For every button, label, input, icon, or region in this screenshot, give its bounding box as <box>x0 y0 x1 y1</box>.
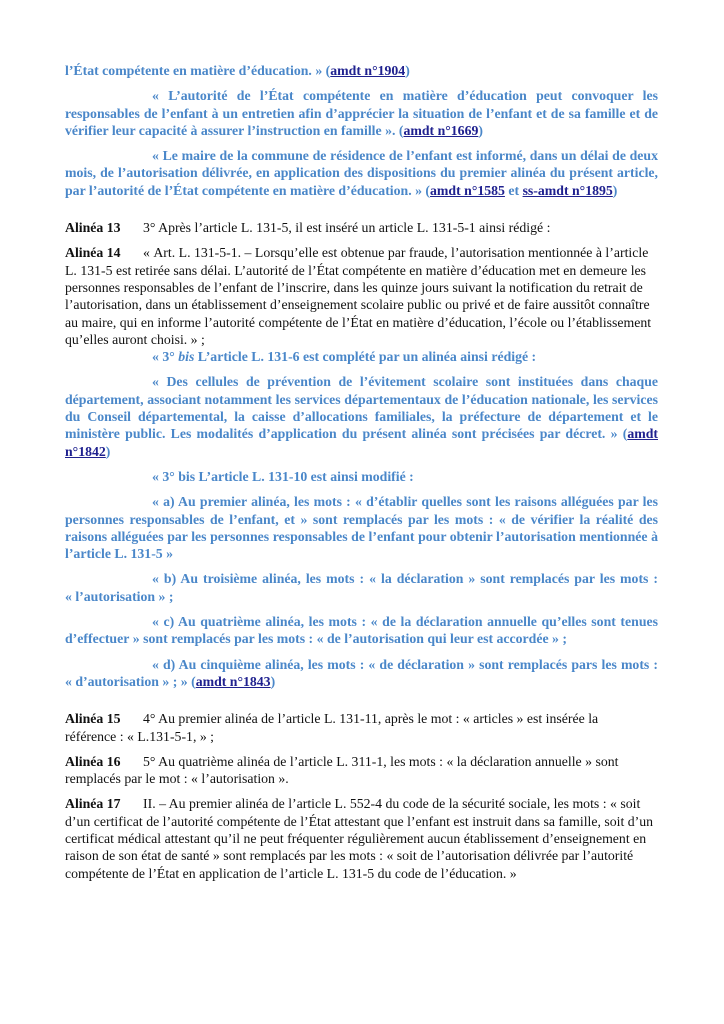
alinea-label: Alinéa 13 <box>65 220 121 236</box>
alinea-17 <box>65 795 658 881</box>
modification-c <box>65 613 658 648</box>
authority-convocation-paragraph <box>65 87 658 139</box>
document-body <box>65 62 658 882</box>
text-run: « Le maire de la commune de résidence de l’enfant est informé, dans un délai de deux mois, de l’autorisation délivrée, en application des dispositions du premier alinéa du présent article, par l’autorité de l’État compétente en matière d’éducation. » ( <box>65 148 658 198</box>
text-run: 4° Au premier alinéa de l’article L. 131-11, après le mot : « articles » est insérée la référence : « L.131-5-1, » ; <box>65 711 599 744</box>
amendment-link[interactable]: amdt n°1904 <box>330 63 406 78</box>
alinea-label: Alinéa 16 <box>65 753 121 769</box>
text-run: « c) Au quatrième alinéa, les mots : « de la déclaration annuelle qu’elles sont tenues d’effectuer » sont remplacés par les mots : « de l’autorisation qui leur est accordée » ; <box>65 614 658 647</box>
text-run: ) <box>105 443 111 459</box>
text-run: ) <box>478 122 483 138</box>
modification-d <box>65 656 658 691</box>
text-run: « Art. L. 131-5-1. – Lorsqu’elle est obtenue par fraude, l’autorisation mentionnée à l’article L. 131-5 est retirée sans délai. L’autorité de l’État compétente en matière d’éducation met en demeure les personnes responsables de l’enfant de l’inscrire, dans les quinze jours suivant la notification du retrait de l’autorisation, dans un établissement d’enseignement scolaire public ou privé et de faire aussitôt connaître au maire, qui en informe l’autorité compétente de l’État en matière d’éducation, l’école ou l’établissement qu’elles auront choisi. » ; <box>65 245 652 347</box>
alinea-label: Alinéa 14 <box>65 245 121 261</box>
amendment-link[interactable]: amdt n°1842 <box>65 426 658 459</box>
text-run: 5° Au quatrième alinéa de l’article L. 311-1, les mots : « la déclaration annuelle » sont remplacés par le mot : « l’autorisation ». <box>65 753 619 787</box>
article-131-10-intro <box>65 468 658 485</box>
amendment-link[interactable]: amdt n°1843 <box>195 673 271 689</box>
italic-text: bis <box>178 349 195 365</box>
amendment-link[interactable]: amdt n°1669 <box>403 122 479 138</box>
text-run: « d) Au cinquième alinéa, les mots : « de déclaration » sont remplacés pars les mots : « d’autorisation » ; » ( <box>65 656 658 689</box>
prevention-cells-paragraph <box>65 373 658 459</box>
text-run: « a) Au premier alinéa, les mots : « d’établir quelles sont les raisons alléguées par les personnes responsables de l’enfant, et » sont remplacés par les mots : « de vérifier la réalité des raisons alléguées par les personnes responsables de l’enfant pour obtenir l’autorisation mentionnée à l’article L. 131-5 » <box>65 494 658 562</box>
text-run: « 3° <box>152 349 179 365</box>
alinea-16 <box>65 753 658 788</box>
alinea-14 <box>65 244 658 348</box>
mayor-information-paragraph <box>65 147 658 199</box>
text-run: l’État compétente en matière d’éducation. » ( <box>65 63 331 78</box>
article-131-6-intro <box>65 348 658 365</box>
text-run: II. – Au premier alinéa de l’article L. 552-4 du code de la sécurité sociale, les mots : « soit d’un certificat de l’autorité compétente de l’État attestant que l’enfant est instruit dans sa famille, soit d’un certificat médical attestant qu’il ne peut fréquenter régulièrement aucun établissement d’enseignement en raison de son état de santé » sont remplacés par les mots : « soit de l’autorisation délivrée par l’autorité compétente de l’État en application de l’article L. 131-5 du code de l’éducation. » <box>65 796 654 881</box>
alinea-label: Alinéa 17 <box>65 796 121 812</box>
text-run: « b) Au troisième alinéa, les mots : « la déclaration » sont remplacés par les mots : « l’autorisation » ; <box>65 571 658 604</box>
text-run: « L’autorité de l’État compétente en matière d’éducation peut convoquer les responsables de l’enfant à un entretien afin d’apprécier la situation de l’enfant et de sa famille et de vérifier leur capacité à assurer l’instruction en famille ». ( <box>65 88 658 138</box>
text-run: et <box>504 182 523 198</box>
alinea-label: Alinéa 15 <box>65 711 121 727</box>
text-run: ) <box>270 673 276 689</box>
alinea-15 <box>65 710 658 745</box>
text-run: ) <box>405 63 410 78</box>
text-run: 3° Après l’article L. 131-5, il est inséré un article L. 131-5-1 ainsi rédigé : <box>143 220 551 236</box>
text-run: « Des cellules de prévention de l’évitement scolaire sont instituées dans chaque département, associant notamment les services départementaux de l’éducation nationale, les services du Conseil départemental, la caisse d’allocations familiales, la préfecture de département et le ministère public. Les modalités d’application du présent alinéa sont précisées par décret. » ( <box>65 374 658 442</box>
alinea-13 <box>65 219 658 236</box>
amendment-link[interactable]: ss-amdt n°1895 <box>522 182 613 198</box>
modification-a <box>65 493 658 562</box>
modification-b <box>65 570 658 605</box>
text-run: L’article L. 131-6 est complété par un alinéa ainsi rédigé : <box>194 349 537 365</box>
text-run: « 3° bis L’article L. 131-10 est ainsi modifié : <box>152 468 414 484</box>
continuation-paragraph <box>65 62 658 79</box>
amendment-link[interactable]: amdt n°1585 <box>430 182 505 198</box>
text-run: ) <box>612 182 618 198</box>
